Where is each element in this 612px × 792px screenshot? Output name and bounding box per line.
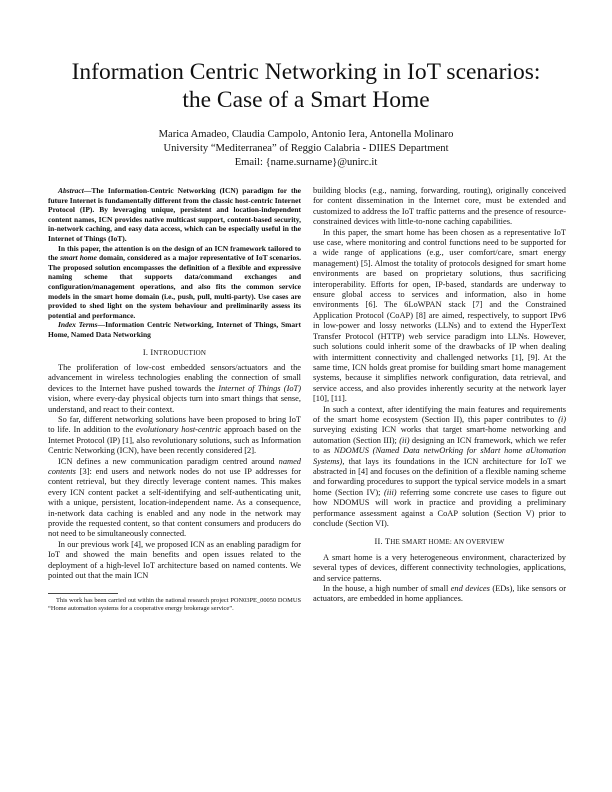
footnote-divider [48,593,118,594]
intro-emph-evolutionary: evolutionary host-centric [136,425,222,435]
contrib-emph-ndomus: NDOMUS (Named Data netwOrking for sMart home aUtomation Systems) [313,446,566,466]
intro-paragraph-2 [48,415,301,457]
right-column [313,186,566,605]
contrib-text-d: , that lays its foundations in the ICN architecture for IoT we abstracted in [4] and focuses on the definition of a flexible naming scheme and forwarding procedures to support the typical service models in a smart home (Section IV); [313,456,566,497]
contrib-text-e: referring some concrete use cases to figure out how NDOMUS will work in practice and providing a preliminary performance assessment against a CoAP solution (Section V) prior to conclude (Section VI). [313,487,566,528]
intro-text-1b: vision, where every-day physical objects turn into smart things that sense, understand, and react to their context. [48,394,301,414]
contrib-marker-iii: (iii) [384,487,397,497]
intro-emph-iot: Internet of Things (IoT) [218,383,302,393]
section-1-name: NTRODUCTION [153,348,207,357]
title-line-1: Information Centric Networking in IoT scenarios: [71,59,541,85]
abstract-paragraph-2 [48,244,301,321]
author-names: Marica Amadeo, Claudia Campolo, Antonio Iera, Antonella Molinaro [158,129,454,140]
email: Email: {name.surname}@unirc.it [234,157,378,168]
intro-paragraph-4-continued: building blocks (e.g., naming, forwarding, routing), originally conceived for content dissemination in the Internet core, must be extended and customized to address the IoT traffic patterns and the presence of resource-constrained devices with little-to-none caching capabilities. [313,186,566,227]
abstract-text-2b: domain, considered as a major representative of IoT scenarios. The proposed solution encompasses the definition of a flexible and expressive naming scheme that supports data/command exchanges and configuration/management operations, and also fits the common service models in the smart home domain (i.e., push, pull, multi-party). Use cases are provided to shed light on the system behaviour and preliminarily assess its potential and performance. [48,253,302,320]
index-terms-label: Index Terms [58,320,98,330]
left-column [48,186,301,613]
intro-paragraph-1 [48,363,301,415]
overview-text-2a: In the house, a high number of small [323,584,451,594]
overview-text-2b: (EDs), like sensors or actuators, are embedded in home appliances. [313,584,566,604]
abstract-label: Abstract [58,186,84,195]
section-1-number: I. I [142,347,154,357]
abstract-text-2a: In this paper, the attention is on the design of an ICN framework tailored to the [48,243,301,263]
abstract-paragraph-1 [48,186,301,244]
index-terms [48,320,301,339]
contrib-text-c: designing an ICN framework, which we refer to as [313,435,566,456]
contrib-text-a: In such a context, after identifying the main features and requirements of the smart home ecosystem (Section II), this paper contributes to [313,404,566,424]
footnote: This work has been carried out within the national research project PON03PE_00050 DOMUS “Home automation systems for a cooperative energy brokerage service”. [48,597,301,613]
section-2-name: HE SMART HOME: AN OVERVIEW [390,538,505,547]
intro-paragraph-6 [313,405,566,530]
intro-text-2b: approach based on the Internet Protocol (IP) [1], also revolutionary solutions, such as Information Centric Networking (ICN), have been recently considered [2]. [48,425,301,456]
intro-text-2a: So far, different networking solutions have been proposed to bring IoT to life. In addition to the [48,414,301,435]
contrib-marker-i: (i) [558,414,566,424]
intro-paragraph-5: In this paper, the smart home has been chosen as a representative IoT use case, where monitoring and control functions need to be supported for a wide range of applications (e.g., user comfort/care, smart energy management) [5]. Almost the totality of protocols designed for smart home environments are based on proprietary solutions, thus sacrificing interoperability. Efforts for open, IP-based, standards are underway to ensure global access to services and information, also in home environments [6]. The 6LoWPAN stack [7] and the Constrained Application Protocol (CoAP) [8] are aimed, respectively, to support IPv6 in low-power and lossy networks (LLNs) and to extend the HyperText Transfer Protocol (HTTP) web service paradigm into LLNs. However, such solutions could inherit some of the drawbacks of IP when dealing with intermittent connectivity and challenged networks [1], [9]. At the same time, ICN holds great promise for building smart home management systems, because it simplifies network configuration, data retrieval, and service access, and also provides inherently security at the network layer [10], [11]. [313,227,566,404]
intro-text-3b: [3]: end users and network nodes do not use IP addresses for content retrieval, but they directly leverage content names. This makes every ICN content packet a self-identifying and self-authenticating unit, with a unique, persistent, location-independent name. As a consequence, in-network data caching is enabled and any node in the network may provide the requested content, so that content consumers and producers do not need to be simultaneously connected. [48,466,301,539]
section-heading-smart-home-overview [313,537,566,547]
section-heading-introduction [48,348,301,358]
section-2-number: II. T [374,537,391,547]
affiliation: University “Mediterranea” of Reggio Calabria - DIIES Department [163,143,449,154]
intro-emph-named-contents: named contents [48,456,301,476]
overview-paragraph-1: A smart home is a very heterogeneous environment, characterized by several types of devices, different connectivity technologies, applications, and service patterns. [313,552,566,583]
index-terms-text: —Information Centric Networking, Internet of Things, Smart Home, Named Data Networking [48,320,301,339]
contrib-marker-ii: (ii) [399,435,410,445]
overview-emph-end-devices: end devices [450,584,490,594]
contrib-text-b: surveying existing ICN works that target smart-home networking and automation (Section III); [313,425,566,445]
overview-paragraph-2 [313,584,566,605]
intro-paragraph-4: In our previous work [4], we proposed ICN as an enabling paradigm for IoT and showed the main benefits and open issues related to the deployment of a high-level IoT architecture based on named contents. We pointed out that the main ICN [48,539,301,581]
abstract-emph-smart-home: smart home [60,253,97,263]
author-block [40,128,572,170]
title-line-2: the Case of a Smart Home [182,87,430,113]
intro-paragraph-3 [48,457,301,540]
intro-text-1a: The proliferation of low-cost embedded sensors/actuators and the advancement in wireless technologies enabling the connection of small devices to the Internet have pushed towards the [48,362,301,393]
paper-title [40,58,572,114]
abstract-text-1: —The Information-Centric Networking (ICN) paradigm for the future Internet is fundamentally different from the classic host-centric Internet Protocol (IP). By leveraging unique, persistent and location-independent content names, ICN provides native multicast support, content-based security, in-network caching, and easy data access, which can be especially useful in the Internet of Things (IoT). [48,186,301,243]
intro-text-3a: ICN defines a new communication paradigm centred around [58,456,279,466]
